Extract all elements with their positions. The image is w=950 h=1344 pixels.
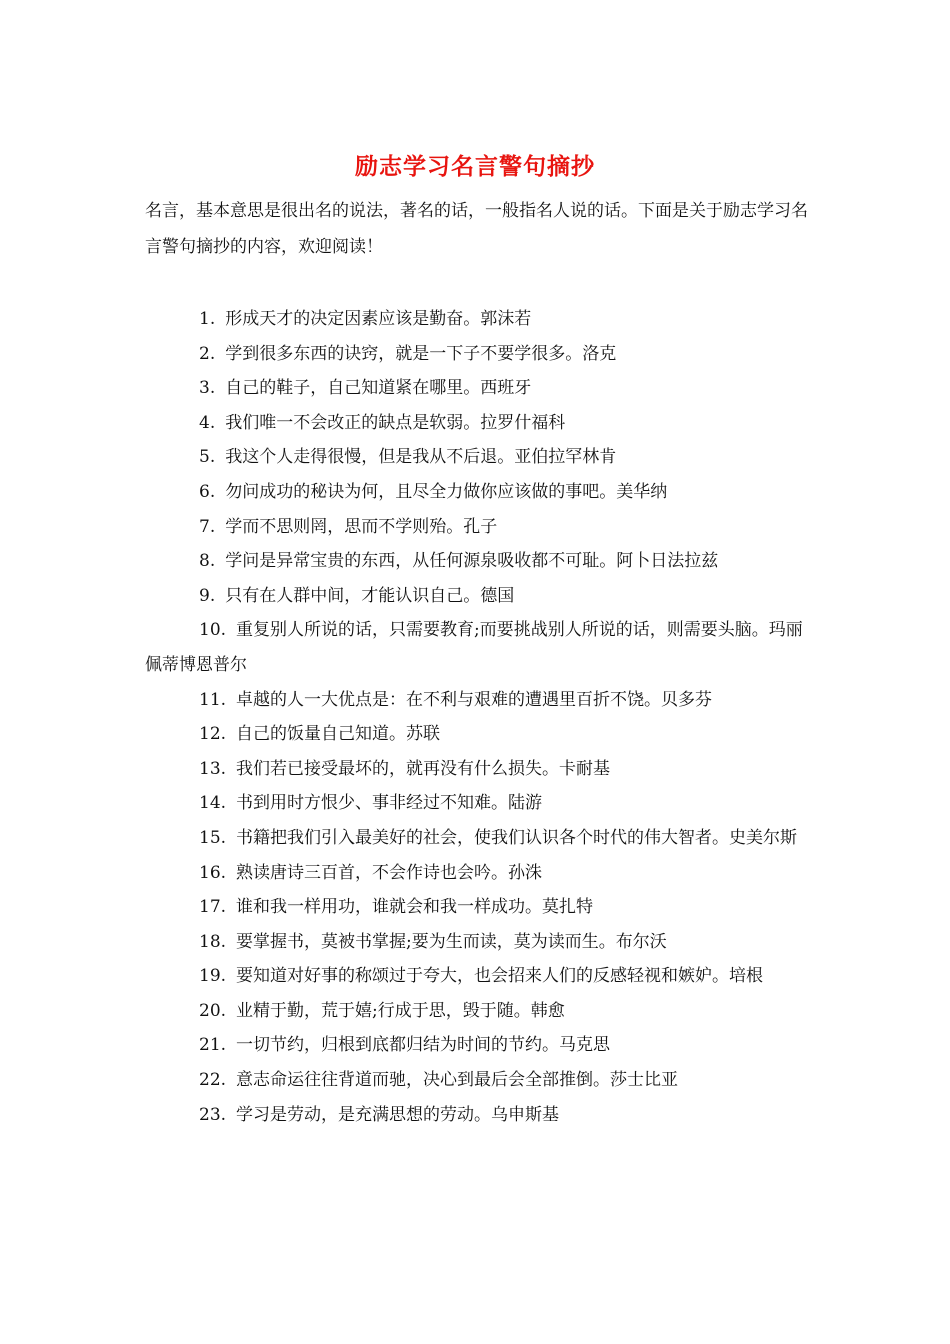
list-item [145,579,815,614]
quote-text: 形成天才的决定因素应该是勤奋。郭沫若 [225,309,532,329]
quote-text: 要知道对好事的称颂过于夸大，也会招来人们的反感轻视和嫉妒。培根 [236,966,764,987]
list-item [145,302,815,337]
quote-text: 熟读唐诗三百首，不会作诗也会吟。孙洙 [236,862,543,883]
quote-number: 17. [199,897,227,918]
list-item [145,786,815,821]
quote-number: 3. [199,378,216,399]
list-item [145,856,815,891]
list-item [145,510,815,545]
quote-number: 15. [199,827,227,848]
list-item [145,925,815,960]
quote-number: 20. [199,1000,227,1021]
quote-number: 16. [199,862,227,883]
quote-number: 18. [199,931,227,952]
quote-text: 书籍把我们引入最美好的社会，使我们认识各个时代的伟大智者。史美尔斯 [236,827,798,848]
quote-text: 勿问成功的秘诀为何，且尽全力做你应该做的事吧。美华纳 [225,481,668,502]
quote-text: 一切节约，归根到底都归结为时间的节约。马克思 [236,1035,611,1056]
list-item [145,1098,815,1133]
page-title: 励志学习名言警句摘抄 [355,153,595,180]
quote-number: 23. [199,1104,227,1125]
quote-text: 我这个人走得很慢，但是我从不后退。亚伯拉罕林肯 [225,447,617,468]
quote-text: 书到用时方恨少、事非经过不知难。陆游 [236,793,543,814]
quote-text: 我们若已接受最坏的，就再没有什么损失。卡耐基 [236,758,611,779]
list-item [145,1028,815,1063]
quote-number: 11. [199,689,227,710]
quote-text: 重复别人所说的话，只需要教育;而要挑战别人所说的话，则需要头脑。玛丽佩蒂博恩普尔 [145,620,803,675]
intro-paragraph: 名言，基本意思是很出名的说法，著名的话，一般指名人说的话。下面是关于励志学习名言警句摘抄的内容，欢迎阅读！ [145,201,808,257]
quote-number: 4. [199,412,216,433]
quote-text: 学习是劳动，是充满思想的劳动。乌申斯基 [236,1104,560,1125]
list-item [145,544,815,579]
quote-number: 7. [199,516,216,537]
list-item [145,337,815,372]
quote-number: 14. [199,793,227,814]
list-item [145,752,815,787]
list-item [145,371,815,406]
quote-text: 自己的鞋子，自己知道紧在哪里。西班牙 [225,378,532,399]
quote-number: 19. [199,966,227,987]
quote-number: 10. [199,620,227,641]
quote-text: 学问是异常宝贵的东西，从任何源泉吸收都不可耻。阿卜日法拉兹 [225,551,719,572]
quote-text: 业精于勤，荒于嬉;行成于思，毁于随。韩愈 [236,1000,565,1021]
list-item [145,717,815,752]
list-item [145,475,815,510]
quote-number: 9. [199,585,216,606]
list-item [145,683,815,718]
list-item [145,613,815,682]
list-item [145,994,815,1029]
quote-text: 要掌握书，莫被书掌握;要为生而读，莫为读而生。布尔沃 [236,931,667,952]
quote-text: 学到很多东西的诀窍，就是一下子不要学很多。洛克 [225,343,617,364]
quote-number: 2. [199,343,216,364]
list-item [145,1063,815,1098]
quote-number: 8. [199,551,216,572]
quote-number: 22. [199,1070,227,1091]
quote-number: 5. [199,447,216,468]
quote-number: 6. [199,481,216,502]
quote-text: 学而不思则罔，思而不学则殆。孔子 [225,516,498,537]
quote-text: 意志命运往往背道而驰，决心到最后会全部推倒。莎士比亚 [236,1070,679,1091]
list-item [145,406,815,441]
quote-text: 谁和我一样用功，谁就会和我一样成功。莫扎特 [236,897,594,918]
quote-number: 1. [199,309,216,329]
list-item [145,890,815,925]
quote-text: 我们唯一不会改正的缺点是软弱。拉罗什福科 [225,412,566,433]
list-item [145,959,815,994]
quote-number: 13. [199,758,227,779]
list-item [145,821,815,856]
quote-number: 21. [199,1035,227,1056]
quote-text: 卓越的人一大优点是：在不利与艰难的遭遇里百折不饶。贝多芬 [236,689,713,710]
quote-number: 12. [199,724,227,745]
quote-text: 自己的饭量自己知道。苏联 [236,724,441,745]
list-item [145,440,815,475]
quote-list [145,302,815,1132]
quote-text: 只有在人群中间，才能认识自己。德国 [225,585,515,606]
